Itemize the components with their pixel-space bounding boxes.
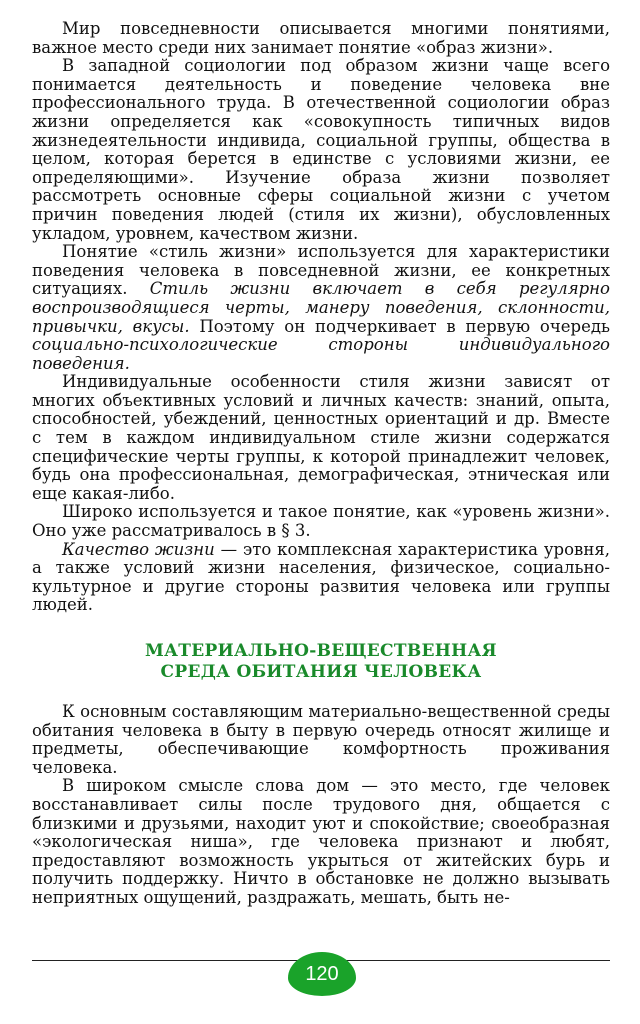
paragraph: [32, 373, 610, 503]
italic-text-segment: Стиль жизни включает в себя регулярно воспроизводящиеся черты, манеру поведения, склонности, привычки, вкусы.: [32, 279, 610, 336]
italic-text-segment: Качество жизни: [62, 539, 215, 559]
section-heading-line-1: МАТЕРИАЛЬНО-ВЕЩЕСТВЕННАЯ: [145, 641, 497, 661]
paragraph: [32, 243, 610, 373]
paragraph: [32, 541, 610, 615]
page-number-badge: [288, 952, 356, 996]
text-segment: Индивидуальные особенности стиля жизни зависят от многих объективных условий и личных качеств: знаний, опыта, способностей, убеждений, ценностных ориентаций и др. Вместе с тем в каждом индивидуальном стиле жизни содержатся специфические черты группы, к которой принадлежит человек, будь она профессиональная, демографическая, этническая или еще какая-либо.: [32, 372, 610, 503]
text-block-top: [32, 20, 610, 615]
section-heading: [32, 641, 610, 683]
paragraph: [32, 503, 610, 540]
page-body: [32, 20, 610, 908]
italic-text-segment: социально-психологические стороны индивидуального поведения.: [32, 335, 610, 373]
section-heading-line-2: СРЕДА ОБИТАНИЯ ЧЕЛОВЕКА: [160, 662, 482, 682]
paragraph: [32, 20, 610, 57]
text-segment: — это комплексная характеристика уровня, а также условий жизни населения, физическое, социально-культурное и другие стороны развития человека или группы людей.: [32, 539, 610, 615]
text-segment: В западной социологии под образом жизни чаще всего понимается деятельность и поведение человека вне профессионального труда. В отечественной социологии образ жизни определяется как «совокупность типичных видов жизнедеятельности индивида, социальной группы, общества в целом, которая берется в единстве с условиями жизни, ее определяющими». Изучение образа жизни позволяет рассмотреть основные сферы социальной жизни с учетом причин поведения людей (стиля их жизни), обусловленных укладом, уровнем, качеством жизни.: [32, 56, 610, 243]
text-block-bottom: [32, 703, 610, 908]
text-segment: Широко используется и такое понятие, как «уровень жизни». Оно уже рассматривалось в § 3.: [32, 502, 610, 541]
text-segment: Поэтому он подчеркивает в первую очередь: [189, 316, 611, 336]
text-segment: В широком смысле слова дом — это место, где человек восстанавливает силы после трудового дня, общается с близкими и друзьями, находит уют и спокойствие; своеобразная «экологическая ниша», где человека признают и любят, предоставляют возможность укрыться от житейских бурь и получить поддержку. Ничто в обстановке не должно вызывать неприятных ощущений, раздражать, мешать, быть не-: [32, 776, 610, 907]
paragraph: [32, 777, 610, 907]
paragraph: [32, 57, 610, 243]
page-number: 120: [305, 963, 339, 985]
text-segment: К основным составляющим материально-вещественной среды обитания человека в быту в первую очередь относят жилище и предметы, обеспечивающие комфортность проживания человека.: [32, 702, 610, 777]
text-segment: Мир повседневности описывается многими понятиями, важное место среди них занимает понятие «образ жизни».: [32, 19, 610, 57]
text-segment: Понятие «стиль жизни» используется для характеристики поведения человека в повседневной жизни, ее конкретных ситуациях.: [32, 242, 610, 299]
paragraph: [32, 703, 610, 777]
